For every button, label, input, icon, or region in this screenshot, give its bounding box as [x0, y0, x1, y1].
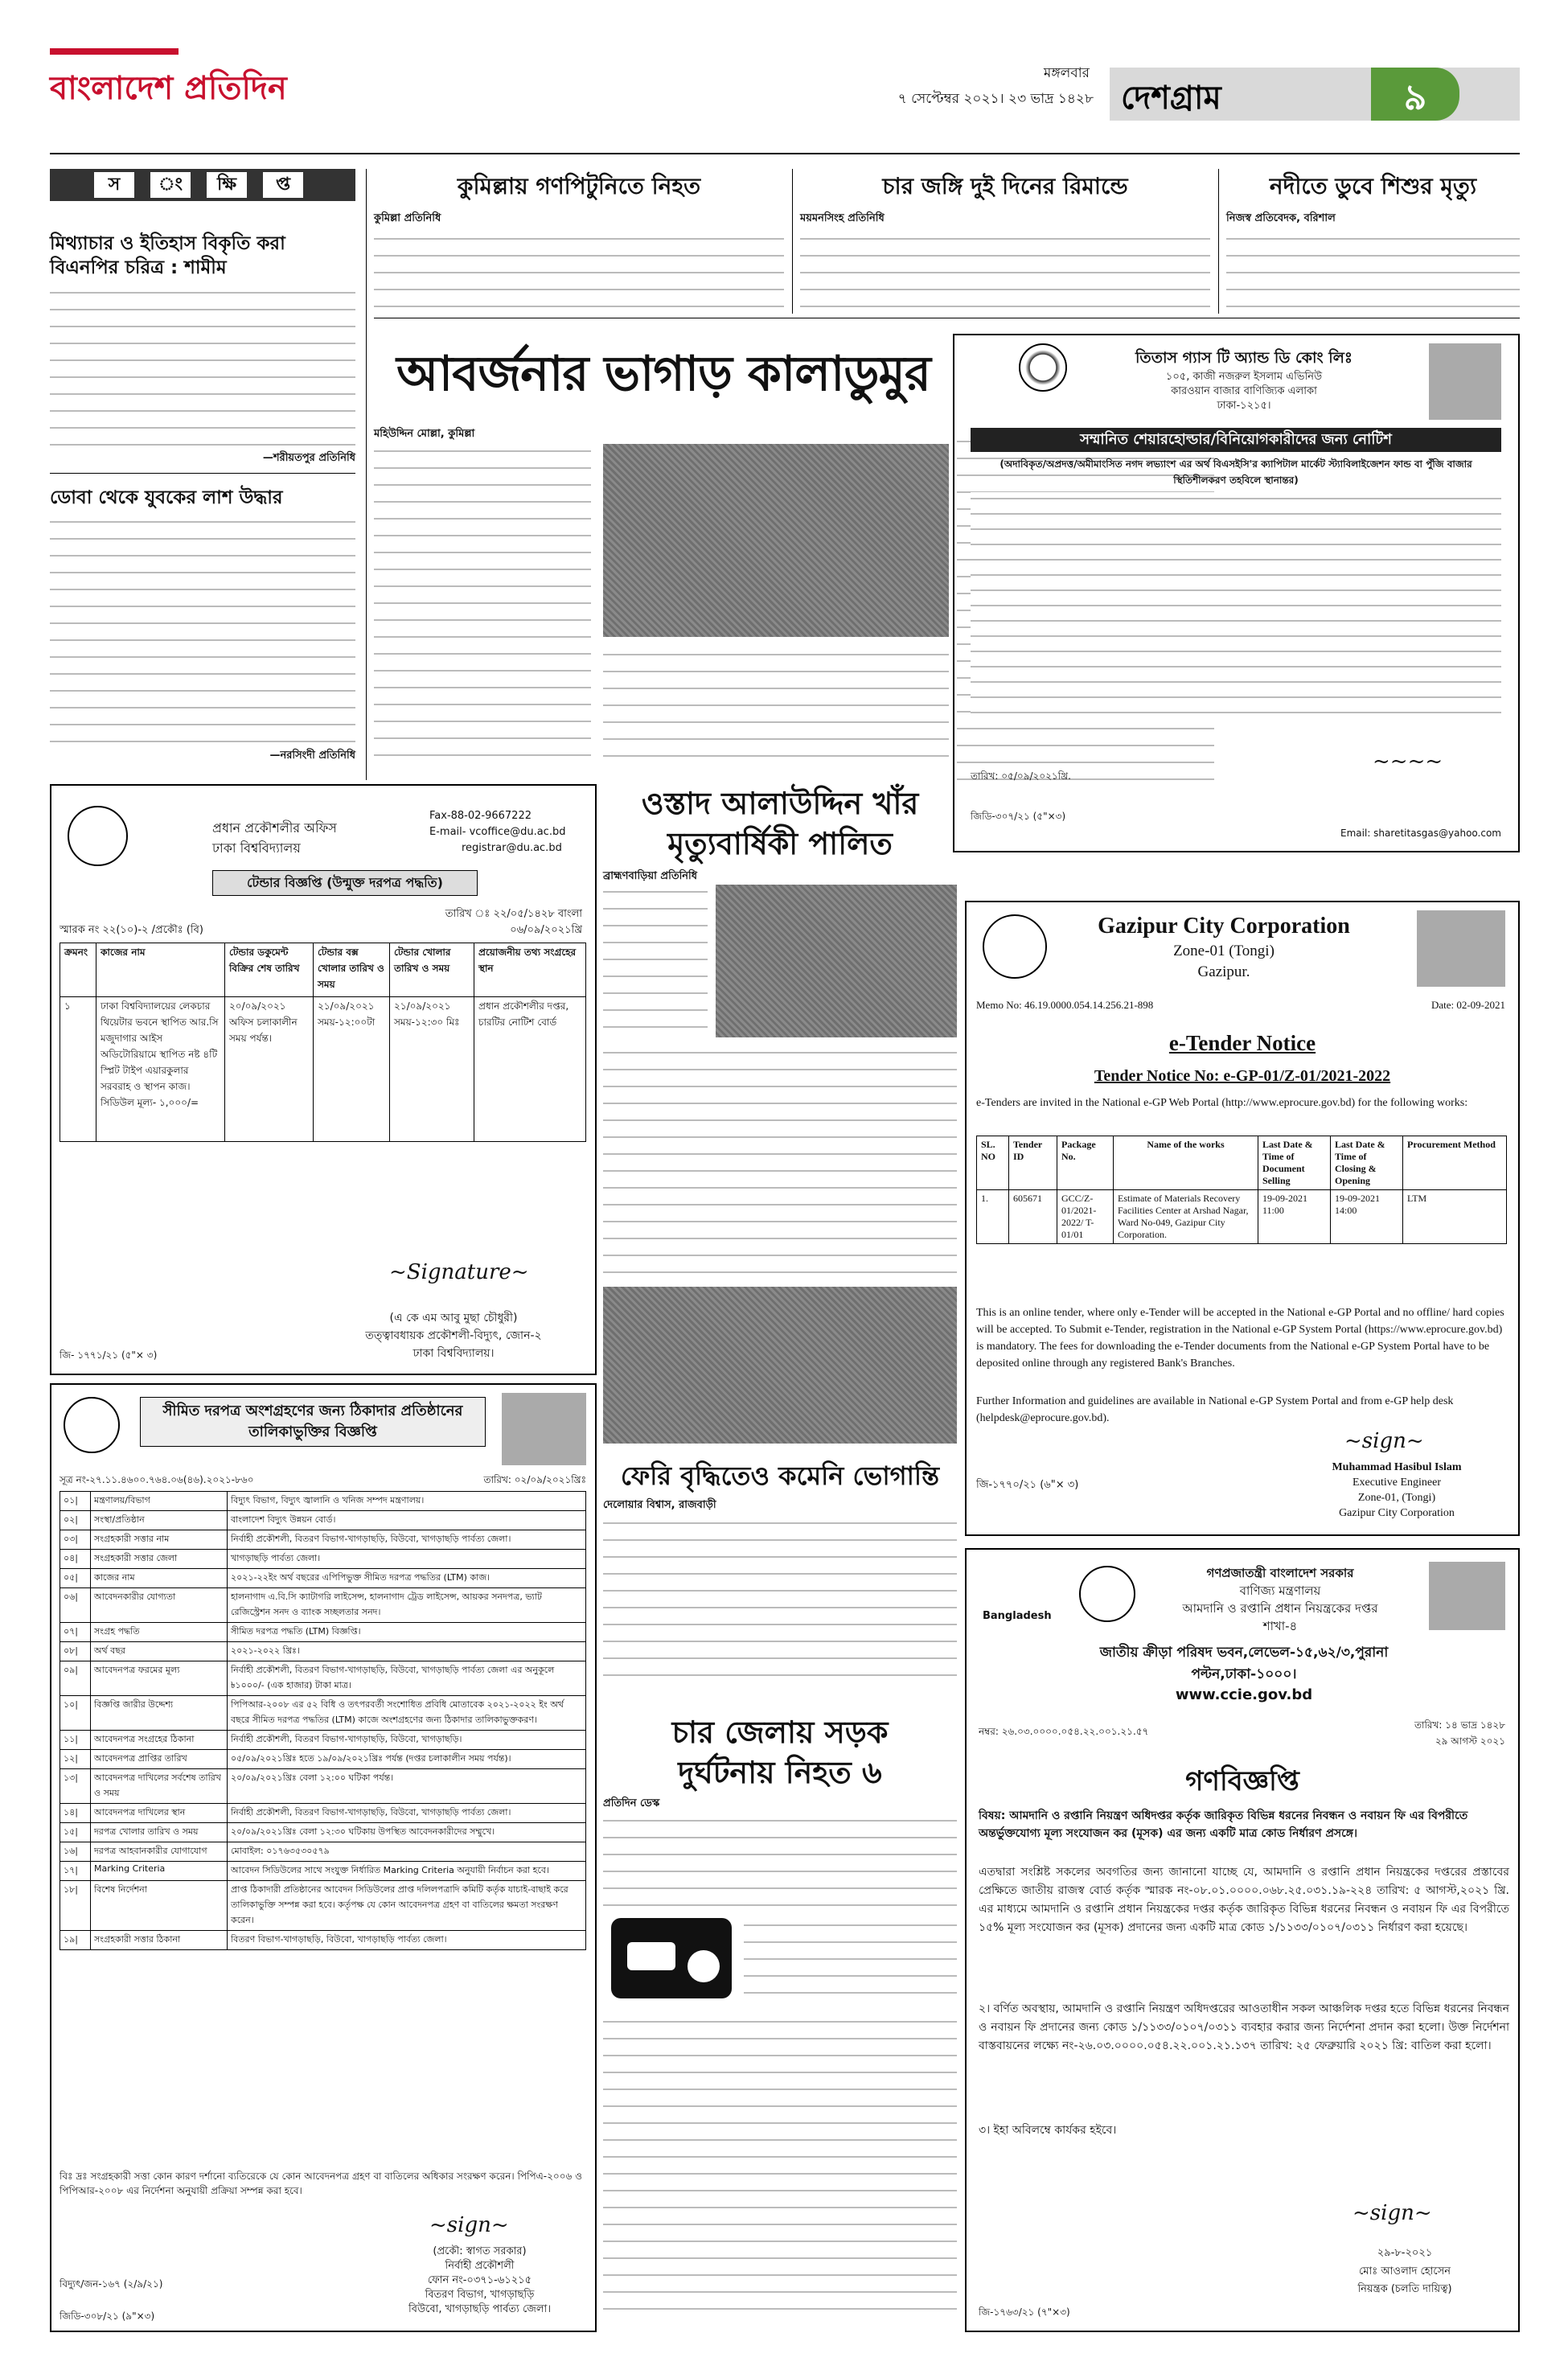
brief-column	[50, 169, 355, 772]
table-cell: আবেদনপত্র প্রাপ্তির তারিখ	[91, 1750, 228, 1769]
table-cell: ০১|	[60, 1492, 91, 1511]
table-cell: মোবাইল: ০১৭৬৩৫৩০৫৭৯	[228, 1842, 586, 1862]
gcc-portrait	[1417, 910, 1505, 987]
top-story-3-byline: নিজস্ব প্রতিবেদক, বরিশাল	[1226, 212, 1336, 224]
table-cell: আবেদনপত্র সংগ্রহের ঠিকানা	[91, 1731, 228, 1750]
table-cell: ০৫/০৯/২০২১খ্রিঃ হতে ১৯/০৯/২০২১খ্রিঃ পর্যন্ত (দপ্তর চলাকালীন সময় পর্যন্ত)।	[228, 1750, 586, 1769]
titas-sub: (অদাবিকৃত/অপ্রদত্ত/অমীমাংসিত নগদ লভ্যাংশ এর অর্থ বিএসইসি'র ক্যাপিটাল মার্কেট স্ট্যাবিলাইজেশন ফান্ড বা পুঁজি বাজার স্থিতিশীলকরণ তহবিলে স্থানান্তর)	[999, 458, 1472, 486]
masthead-date: ৭ সেপ্টেম্বর ২০২১। ২৩ ভাদ্র ১৪২৮	[897, 91, 1094, 107]
table-cell: ১২|	[60, 1750, 91, 1769]
lead-story	[374, 330, 953, 780]
titas-memo: তারিখ: ০৫/০৯/২০২১খ্রি.	[971, 770, 1071, 782]
table-cell: বিতরণ বিভাগ-খাগড়াছড়ি, বিউবো, খাগড়াছড়ি পার্বত্য জেলা।	[228, 1931, 586, 1950]
top-story-3	[1226, 169, 1520, 318]
table-row	[60, 1661, 586, 1696]
table-cell: সীমিত দরপত্র পদ্ধতি (LTM) বিজ্ঞপ্তি।	[228, 1623, 586, 1642]
ferry-photo	[603, 1287, 957, 1444]
table-cell: সংগ্রহকারী সত্তার নাম	[91, 1530, 228, 1550]
masthead	[0, 0, 1568, 161]
table-cell: ১৫|	[60, 1823, 91, 1842]
table-cell: ১৭|	[60, 1862, 91, 1881]
titas-signature: ~~~~	[1373, 750, 1443, 774]
table-cell: আবেদন সিডিউলের সাথে সংযুক্ত নির্ধারিত Marking Criteria অনুযায়ী নির্বাচন করা হবে।	[228, 1862, 586, 1881]
bpdb-logo-icon	[64, 1397, 120, 1453]
table-row	[60, 1842, 586, 1862]
top-story-2-byline: ময়মনসিংহ প্রতিনিধি	[800, 212, 885, 224]
titas-banner: সম্মানিত শেয়ারহোল্ডার/বিনিয়োগকারীদের জন্য নোটিশ	[971, 428, 1501, 452]
table-row	[60, 1492, 586, 1511]
titas-ref: জিডি-৩০৭/২১ (৫"×৩)	[971, 811, 1066, 822]
table-cell: নির্বাহী প্রকৌশলী, বিতরণ বিভাগ-খাগড়াছড়ি, বিউবো, খাগড়াছড়ি।	[228, 1731, 586, 1750]
gcc-ad: Gazipur City Corporation Zone-01 (Tongi) Gazipur. Memo No: 46.19.0000.054.14.256.21-898 Date: 02-09-2021 e-Tender Notice Tender Notice No: e-GP-01/Z-01/2021-2022 e-Tenders are invited in the National e-GP Web Portal (http://www.eprocure.gov.bd) for the following works: SL. NO Tender ID Package No. Name of the works Last Date & Time of Document Selling Last Date & Time of Closing & Opening Procurement Method 1. 605671 GCC/Z-01/2021-2022/ T-01/01 Estimate of Materials Recovery Facilities Center at Arshad Nagar, Ward No-049, Gazipur City Corporation. 19-09-2021 11:00 19-09-2021 14:00 LTM This is an online tender, where only e-Tender will be accepted in the National e-GP Portal and no offline/ hard copies will be accepted. To Submit e-Tender, registration in the National e-GP System Portal (https://www.eprocure.gov.bd) is mandatory. The fees for downloading the e-Tender documents from the National e-GP System Portal have to be deposited online through any registered Bank's Branches. Further Information and guidelines are available in National e-GP System Portal and from e-GP help desk (helpdesk@eprocure.gov.bd). ~sign~ Muhammad Hasibul Islam Executive Engineer Zone-01, (Tongi) Gazipur City Corporation জি-১৭৭০/২১ (৬"× ৩)	[965, 901, 1520, 1536]
table-cell: বাংলাদেশ বিদ্যুৎ উন্নয়ন বোর্ড।	[228, 1511, 586, 1530]
table-row	[60, 1862, 586, 1881]
table-cell: ২০/০৯/২০২১খ্রিঃ বেলা ১২:০০ ঘটিকা পর্যন্ত।	[228, 1769, 586, 1804]
top-story-3-title: নদীতে ডুবে শিশুর মৃত্যু	[1269, 173, 1477, 199]
gcc-signature: ~sign~	[1344, 1429, 1424, 1453]
page-number-tab	[1371, 68, 1459, 121]
ccie-logo: Bangladesh	[983, 1566, 1143, 1630]
table-cell: পিপিআর-২০০৮ এর ৫২ বিধি ও তৎপরবর্তী সংশোধিত প্রবিধি মোতাবেক ২০২১-২০২২ ইং অর্থ বছরে সীমিত দরপত্র পদ্ধতির (LTM) কাজে অংশগ্রহণের জন্য ঠিকাদার তালিকাভুক্তকরণ।	[228, 1696, 586, 1731]
lead-story-title: আবর্জনার ভাগাড় কালাডুমুর	[396, 346, 930, 402]
table-row	[60, 1530, 586, 1550]
page-number: ৯	[1403, 77, 1427, 118]
lead-story-byline: মহিউদ্দিন মোল্লা, কুমিল্লা	[374, 428, 475, 440]
table-cell: ১০|	[60, 1696, 91, 1731]
table-cell: মন্ত্রণালয়/বিভাগ	[91, 1492, 228, 1511]
brief-header: স ং ক্ষি প্ত	[50, 169, 355, 201]
table-cell: নির্বাহী প্রকৌশলী, বিতরণ বিভাগ-খাগড়াছড়ি, বিউবো, খাগড়াছড়ি পার্বত্য জেলা।	[228, 1804, 586, 1823]
table-cell: Marking Criteria	[91, 1862, 228, 1881]
top-story-2	[800, 169, 1210, 318]
table-cell: সংগ্রহ পদ্ধতি	[91, 1623, 228, 1642]
table-cell: আবেদনকারীর যোগ্যতা	[91, 1588, 228, 1623]
table-row	[60, 1804, 586, 1823]
table-cell: ০৩|	[60, 1530, 91, 1550]
table-row	[60, 1931, 586, 1950]
table-row	[60, 1623, 586, 1642]
table-row	[60, 1769, 586, 1804]
table-cell: ০৮|	[60, 1642, 91, 1661]
accident-car-icon	[611, 1918, 732, 1998]
table-row	[60, 1642, 586, 1661]
table-cell: ০৪|	[60, 1550, 91, 1569]
titas-email: Email: sharetitasgas@yahoo.com	[1340, 828, 1501, 839]
lead-story-photo	[603, 444, 949, 637]
table-row	[60, 1588, 586, 1623]
table-row	[60, 1731, 586, 1750]
titas-logo-icon	[1019, 343, 1067, 392]
ustad-story: ওস্তাদ আলাউদ্দিন খাঁর মৃত্যুবার্ষিকী পালিত ব্রাহ্মণবাড়িয়া প্রতিনিধি	[603, 780, 957, 1279]
table-cell: আবেদনপত্র দাখিলের স্থান	[91, 1804, 228, 1823]
titas-company: তিতাস গ্যাস টি অ্যান্ড ডি কোং লিঃ	[1135, 349, 1353, 367]
ustad-photo	[716, 885, 957, 1037]
table-cell: ১৮|	[60, 1881, 91, 1931]
table-cell: বিজ্ঞপ্তি জারীর উদ্দেশ্য	[91, 1696, 228, 1731]
table-cell: দরপত্র আহবানকারীর যোগাযোগ	[91, 1842, 228, 1862]
table-row	[60, 1750, 586, 1769]
du-org: ঢাকা বিশ্ববিদ্যালয়	[212, 840, 301, 856]
brief-story1-title: মিথ্যাচার ও ইতিহাস বিকৃতি করা বিএনপির চরিত্র : শামীম	[50, 233, 285, 278]
gcc-tender-table: SL. NO Tender ID Package No. Name of the works Last Date & Time of Document Selling Last Date & Time of Closing & Opening Procurement Method 1. 605671 GCC/Z-01/2021-2022/ T-01/01 Estimate of Materials Recovery Facilities Center at Arshad Nagar, Ward No-049, Gazipur City Corporation. 19-09-2021 11:00 19-09-2021 14:00 LTM	[976, 1136, 1507, 1244]
brief-story2-byline: —নরসিংদী প্রতিনিধি	[269, 750, 355, 762]
top-story-1-byline: কুমিল্লা প্রতিনিধি	[374, 212, 441, 224]
gcc-logo-icon	[983, 914, 1047, 979]
section-block	[1110, 68, 1520, 121]
du-logo-icon	[68, 806, 128, 866]
accident-story: চার জেলায় সড়ক দুর্ঘটনায় নিহত ৬ প্রতিদিন ডেস্ক	[603, 1709, 957, 2332]
titas-portrait	[1429, 343, 1501, 420]
top-story-2-title: চার জঙ্গি দুই দিনের রিমান্ডে	[882, 173, 1128, 199]
top-story-1-title: কুমিল্লায় গণপিটুনিতে নিহত	[457, 173, 701, 199]
bpdb-signature: ~sign~	[429, 2213, 509, 2237]
masthead-day: মঙ্গলবার	[1043, 65, 1090, 81]
table-cell: কাজের নাম	[91, 1569, 228, 1588]
du-tender-ad: প্রধান প্রকৌশলীর অফিস ঢাকা বিশ্ববিদ্যালয় Fax-88-02-9667222 E-mail- vcoffice@du.ac.bd registrar@du.ac.bd টেন্ডার বিজ্ঞপ্তি (উন্মুক্ত দরপত্র পদ্ধতি) তারিখ ঃ ২২/০৫/১৪২৮ বাংলা ০৬/০৯/২০২১খ্রি স্মারক নং ২২(১০)-২ /প্রকৌঃ (বি) ক্রমনং কাজের নাম টেন্ডার ডকুমেন্ট বিক্রির শেষ তারিখ টেন্ডার বক্স খোলার তারিখ ও সময় টেন্ডার খোলার তারিখ ও সময় প্রয়োজনীয় তথ্য সংগ্রহের স্থান ১ ঢাকা বিশ্ববিদ্যালয়ের লেকচার থিয়েটার ভবনে স্থাপিত আর.সি মজুদাগার আইস অডিটোরিয়ামে স্থাপিত নষ্ট ৪টি স্প্লিট টাইপ এয়ারকুলার সরবরাহ ও স্থাপন কাজ। সিডিউল মূল্য- ১,০০০/= ২০/০৯/২০২১ অফিস চলাকালীন সময় পর্যন্ত। ২১/০৯/২০২১ সময়-১২:০০টা ২১/০৯/২০২১ সময়-১২:৩০ মিঃ প্রধান প্রকৌশলীর দপ্তর, চারটির নোটিশ বোর্ড ~Signature~ (এ কে এম আবু মুছা চৌধুরী) তত্ত্বাবধায়ক প্রকৌশলী-বিদ্যুৎ, জোন-২ ঢাকা বিশ্ববিদ্যালয়। জি- ১৭৭১/২১ (৫"× ৩)	[50, 784, 597, 1375]
table-cell: নির্বাহী প্রকৌশলী, বিতরণ বিভাগ-খাগড়াছড়ি, বিউবো, খাগড়াছড়ি পার্বত্য জেলা।	[228, 1530, 586, 1550]
table-cell: আবেদনপত্র ফরমের মূল্য	[91, 1661, 228, 1696]
table-cell: ০৭|	[60, 1623, 91, 1642]
section-title: দেশগ্রাম	[1121, 80, 1221, 117]
table-cell: ১৬|	[60, 1842, 91, 1862]
table-row	[60, 1823, 586, 1842]
table-cell: ১৩|	[60, 1769, 91, 1804]
ccie-ad: Bangladesh গণপ্রজাতন্ত্রী বাংলাদেশ সরকার বাণিজ্য মন্ত্রণালয় আমদানি ও রপ্তানি প্রধান নিয়ন্ত্রকের দপ্তর শাখা-৪ জাতীয় ক্রীড়া পরিষদ ভবন,লেভেল-১৫,৬২/৩,পুরানা পল্টন,ঢাকা-১০০০। www.ccie.gov.bd নম্বর: ২৬.০৩.০০০০.০৫৪.২২.০০১.২১.৫৭ তারিখ: ১৪ ভাদ্র ১৪২৮ ২৯ আগস্ট ২০২১ গণবিজ্ঞপ্তি বিষয়: আমদানি ও রপ্তানি নিয়ন্ত্রণ অধিদপ্তর কর্তৃক জারিকৃত বিভিন্ন ধরনের নিবন্ধন ও নবায়ন ফি এর বিপরীতে অন্তর্ভুক্তযোগ্য মূল্য সংযোজন কর (মূসক) এর জন্য একটি মাত্র কোড নির্ধারণ প্রসঙ্গে। এতদ্বারা সংশ্লিষ্ট সকলের অবগতির জন্য জানানো যাচ্ছে যে, আমদানি ও রপ্তানি প্রধান নিয়ন্ত্রকের দপ্তরের প্রস্তাবের প্রেক্ষিতে জাতীয় রাজস্ব বোর্ড কর্তৃক স্মারক নং-০৮.০১.০০০০.০৬৮.২৫.০৩১.১৯-২২৪ তারিখ: ৫ আগস্ট,২০২১ খ্রি. এর মাধ্যমে আমদানি ও রপ্তানি প্রধান নিয়ন্ত্রকের দপ্তর কর্তৃক জারিকৃত বিভিন্ন ধরনের নিবন্ধন ও নবায়ন ফি এর বিপরীতে ১৫% মূল্য সংযোজন কর (মূসক) প্রদানের জন্য একটি মাত্র কোড ১/১১৩৩/০১০৭/০৩১১ নির্ধারণ করা হয়েছে। ২। বর্ণিত অবস্থায়, আমদানি ও রপ্তানি নিয়ন্ত্রণ অধিদপ্তরের আওতাধীন সকল আঞ্চলিক দপ্তর হতে বিভিন্ন ধরনের নিবন্ধন ও নবায়ন ফি প্রদানের জন্য কোড ১/১১৩৩/০১০৭/০৩১১ ব্যবহার করার জন্য নির্দেশনা প্রদান করা হলো। উক্ত নির্দেশনা বাস্তবায়নের লক্ষ্যে নং-২৬.০৩.০০০০.০৫৪.২২.০০১.২১.১৩৭ তারিখ: ২৫ ফেব্রুয়ারি ২০২১ খ্রি: বাতিল করা হলো। ৩। ইহা অবিলম্বে কার্যকর হইবে। ~sign~ ২৯-৮-২০২১ মোঃ আওলাদ হোসেন নিয়ন্ত্রক (চলতি দায়িত্ব) জি-১৭৬৩/২১ (৭"×৩)	[965, 1548, 1520, 2332]
table-cell: নির্বাহী প্রকৌশলী, বিতরণ বিভাগ-খাগড়াছড়ি, বিউবো, খাগড়াছড়ি পার্বত্য জেলা এর অনুকূলে ৳১০০০/- (এক হাজার) টাকা মাত্র।	[228, 1661, 586, 1696]
table-row	[60, 1511, 586, 1530]
table-cell: ১৪|	[60, 1804, 91, 1823]
table-cell: বিদ্যুৎ বিভাগ, বিদ্যুৎ জ্বালানি ও খনিজ সম্পদ মন্ত্রণালয়।	[228, 1492, 586, 1511]
bpdb-table	[60, 1491, 586, 1950]
table-row	[60, 1550, 586, 1569]
ferry-story: ফেরি বৃদ্ধিতেও কমেনি ভোগান্তি দেলোয়ার বিশ্বাস, রাজবাড়ী	[603, 1287, 957, 1697]
table-cell: ১১|	[60, 1731, 91, 1750]
table-cell: আবেদনপত্র দাখিলের সর্বশেষ তারিখ ও সময়	[91, 1769, 228, 1804]
bpdb-portrait	[502, 1393, 586, 1465]
table-cell: অর্থ বছর	[91, 1642, 228, 1661]
table-cell: সংগ্রহকারী সত্তার ঠিকানা	[91, 1931, 228, 1950]
table-cell: ০৯|	[60, 1661, 91, 1696]
ccie-portrait	[1429, 1562, 1505, 1630]
du-office: প্রধান প্রকৌশলীর অফিস	[212, 820, 337, 836]
table-cell: হালনাগাদ এ.বি.সি ক্যাটাগরি লাইসেন্স, হালনাগাদ ট্রেড লাইসেন্স, আয়কর সনদপত্র, ভ্যাট রেজিস্ট্রেশন সনদ ও ব্যাংক সচ্ছলতার সনদ।	[228, 1588, 586, 1623]
table-cell: ১৯|	[60, 1931, 91, 1950]
table-cell: ০৬|	[60, 1588, 91, 1623]
table-cell: ২০২১-২২ইং অর্থ বছরের এপিপিভুক্ত সীমিত দরপত্র পদ্ধতির (LTM) কাজ।	[228, 1569, 586, 1588]
table-row	[60, 1696, 586, 1731]
table-cell: সংগ্রহকারী সত্তার জেলা	[91, 1550, 228, 1569]
table-cell: দরপত্র খোলার তারিখ ও সময়	[91, 1823, 228, 1842]
bpdb-ad: সীমিত দরপত্র অংশগ্রহণের জন্য ঠিকাদার প্রতিষ্ঠানের তালিকাভুক্তির বিজ্ঞপ্তি সূত্র নং-২৭.১১.৪৬০০.৭৬৪.০৬(৪৬).২০২১-৮৬০ তারিখ: ০২/০৯/২০২১খ্রিঃ ০১| মন্ত্রণালয়/বিভাগ বিদ্যুৎ বিভাগ, বিদ্যুৎ জ্বালানি ও খনিজ সম্পদ মন্ত্রণালয়। ০২| সংস্থা/প্রতিষ্ঠান বাংলাদেশ বিদ্যুৎ উন্নয়ন বোর্ড। ০৩| সংগ্রহকারী সত্তার নাম নির্বাহী প্রকৌশলী, বিতরণ বিভাগ-খাগড়াছড়ি, বিউবো, খাগড়াছড়ি পার্বত্য জেলা। ০৪| সংগ্রহকারী সত্তার জেলা খাগড়াছড়ি পার্বত্য জেলা। ০৫| কাজের নাম ২০২১-২২ইং অর্থ বছরের এপিপিভুক্ত সীমিত দরপত্র পদ্ধতির (LTM) কাজ। ০৬| আবেদনকারীর যোগ্যতা হালনাগাদ এ.বি.সি ক্যাটাগরি লাইসেন্স, হালনাগাদ ট্রেড লাইসেন্স, আয়কর সনদপত্র, ভ্যাট রেজিস্ট্রেশন সনদ ও ব্যাংক সচ্ছলতার সনদ। ০৭| সংগ্রহ পদ্ধতি সীমিত দরপত্র পদ্ধতি (LTM) বিজ্ঞপ্তি। ০৮| অর্থ বছর ২০২১-২০২২ খ্রিঃ। ০৯| আবেদনপত্র ফরমের মূল্য নির্বাহী প্রকৌশলী, বিতরণ বিভাগ-খাগড়াছড়ি, বিউবো, খাগড়াছড়ি পার্বত্য জেলা এর অনুকূলে ৳১০০০/- (এক হাজার) টাকা মাত্র। ১০| বিজ্ঞপ্তি জারীর উদ্দেশ্য পিপিআর-২০০৮ এর ৫২ বিধি ও তৎপরবর্তী সংশোধিত প্রবিধি মোতাবেক ২০২১-২০২২ ইং অর্থ বছরে সীমিত দরপত্র পদ্ধতির (LTM) কাজে অংশগ্রহণের জন্য ঠিকাদার তালিকাভুক্তকরণ। ১১| আবেদনপত্র সংগ্রহের ঠিকানা নির্বাহী প্রকৌশলী, বিতরণ বিভাগ-খাগড়াছড়ি, বিউবো, খাগড়াছড়ি। ১২| আবেদনপত্র প্রাপ্তির তারিখ ০৫/০৯/২০২১খ্রিঃ হতে ১৯/০৯/২০২১খ্রিঃ পর্যন্ত (দপ্তর চলাকালীন সময় পর্যন্ত)। ১৩| আবেদনপত্র দাখিলের সর্বশেষ তারিখ ও সময় ২০/০৯/২০২১খ্রিঃ বেলা ১২:০০ ঘটিকা পর্যন্ত। ১৪| আবেদনপত্র দাখিলের স্থান নির্বাহী প্রকৌশলী, বিতরণ বিভাগ-খাগড়াছড়ি, বিউবো, খাগড়াছড়ি পার্বত্য জেলা। ১৫| দরপত্র খোলার তারিখ ও সময় ২০/০৯/২০২১খ্রিঃ বেলা ১২:৩০ ঘটিকায় উপস্থিত আবেদনকারীদের সম্মুখে। ১৬| দরপত্র আহবানকারীর যোগাযোগ মোবাইল: ০১৭৬৩৫৩০৫৭৯ ১৭| Marking Criteria আবেদন সিডিউলের সাথে সংযুক্ত নির্ধারিত Marking Criteria অনুযায়ী নির্বাচন করা হবে। ১৮| বিশেষ নির্দেশনা প্রাপ্ত ঠিকাদারী প্রতিষ্ঠানের আবেদন সিডিউলের প্রাপ্ত দলিলপত্রাদি কমিটি কর্তৃক যাচাই-বাছাই করে তালিকাভুক্তি সম্পন্ন করা হবে। কর্তৃপক্ষ যে কোন আবেদনপত্র গ্রহণ বা বাতিলের ক্ষমতা সংরক্ষণ করেন। ১৯| সংগ্রহকারী সত্তার ঠিকানা বিতরণ বিভাগ-খাগড়াছড়ি, বিউবো, খাগড়াছড়ি পার্বত্য জেলা। বিঃ দ্রঃ সংগ্রহকারী সত্তা কোন কারণ দর্শানো ব্যতিরেকে যে কোন আবেদনপত্র গ্রহণ বা বাতিলের অধিকার সংরক্ষণ করেন। পিপিএ-২০০৬ ও পিপিআর-২০০৮ এর নির্দেশনা অনুযায়ী প্রক্রিয়া সম্পন্ন করা হবে। ~sign~ (প্রকৌ: স্বাগত সরকার) নির্বাহী প্রকৌশলী ফোন নং-০৩৭১-৬১২১৫ বিতরণ বিভাগ, খাগড়াছড়ি বিউবো, খাগড়াছড়ি পার্বত্য জেলা। বিদ্যুৎ/জন-১৬৭ (২/৯/২১) জিডি-৩০৮/২১ (৯"×৩)	[50, 1383, 597, 2332]
ccie-mujib-100-icon	[1079, 1566, 1135, 1622]
top-story-1	[374, 169, 784, 318]
masthead-logo-text: বাংলাদেশ প্রতিদিন	[50, 70, 287, 107]
table-cell: ২০২১-২০২২ খ্রিঃ।	[228, 1642, 586, 1661]
brief-story1-body	[50, 285, 355, 446]
table-cell: ২০/০৯/২০২১খ্রিঃ বেলা ১২:৩০ ঘটিকায় উপস্থিত আবেদনকারীদের সম্মুখে।	[228, 1823, 586, 1842]
table-row	[60, 1881, 586, 1931]
brief-story1-byline: —শরীয়তপুর প্রতিনিধি	[262, 452, 355, 464]
brief-story2-title: ডোবা থেকে যুবকের লাশ উদ্ধার	[50, 487, 283, 508]
masthead-logo	[50, 48, 307, 113]
table-cell: প্রাপ্ত ঠিকাদারী প্রতিষ্ঠানের আবেদন সিডিউলের প্রাপ্ত দলিলপত্রাদি কমিটি কর্তৃক যাচাই-বাছাই করে তালিকাভুক্তি সম্পন্ন করা হবে। কর্তৃপক্ষ যে কোন আবেদনপত্র গ্রহণ বা বাতিলের ক্ষমতা সংরক্ষণ করেন।	[228, 1881, 586, 1931]
brief-story2-body	[50, 515, 355, 744]
table-cell: ০৫|	[60, 1569, 91, 1588]
table-row	[60, 1569, 586, 1588]
titas-ad: তিতাস গ্যাস টি অ্যান্ড ডি কোং লিঃ ১০৫, কাজী নজরুল ইসলাম এভিনিউ কারওয়ান বাজার বাণিজ্যিক এলাকা ঢাকা-১২১৫। সম্মানিত শেয়ারহোল্ডার/বিনিয়োগকারীদের জন্য নোটিশ (অদাবিকৃত/অপ্রদত্ত/অমীমাংসিত নগদ লভ্যাংশ এর অর্থ বিএসইসি'র ক্যাপিটাল মার্কেট স্ট্যাবিলাইজেশন ফান্ড বা পুঁজি বাজার স্থিতিশীলকরণ তহবিলে স্থানান্তর) তারিখ: ০৫/০৯/২০২১খ্রি. ~~~~ Email: sharetitasgas@yahoo.com জিডি-৩০৭/২১ (৫"×৩)	[953, 334, 1520, 852]
table-cell: সংস্থা/প্রতিষ্ঠান	[91, 1511, 228, 1530]
du-signature: ~Signature~	[389, 1260, 529, 1284]
du-tender-table: ক্রমনং কাজের নাম টেন্ডার ডকুমেন্ট বিক্রির শেষ তারিখ টেন্ডার বক্স খোলার তারিখ ও সময় টেন্ডার খোলার তারিখ ও সময় প্রয়োজনীয় তথ্য সংগ্রহের স্থান ১ ঢাকা বিশ্ববিদ্যালয়ের লেকচার থিয়েটার ভবনে স্থাপিত আর.সি মজুদাগার আইস অডিটোরিয়ামে স্থাপিত নষ্ট ৪টি স্প্লিট টাইপ এয়ারকুলার সরবরাহ ও স্থাপন কাজ। সিডিউল মূল্য- ১,০০০/= ২০/০৯/২০২১ অফিস চলাকালীন সময় পর্যন্ত। ২১/০৯/২০২১ সময়-১২:০০টা ২১/০৯/২০২১ সময়-১২:৩০ মিঃ প্রধান প্রকৌশলীর দপ্তর, চারটির নোটিশ বোর্ড	[60, 943, 586, 1142]
table-cell: খাগড়াছড়ি পার্বত্য জেলা।	[228, 1550, 586, 1569]
table-cell: বিশেষ নির্দেশনা	[91, 1881, 228, 1931]
ccie-signature: ~sign~	[1353, 2201, 1432, 2225]
table-cell: ০২|	[60, 1511, 91, 1530]
du-banner: টেন্ডার বিজ্ঞপ্তি (উন্মুক্ত দরপত্র পদ্ধতি)	[212, 870, 478, 896]
